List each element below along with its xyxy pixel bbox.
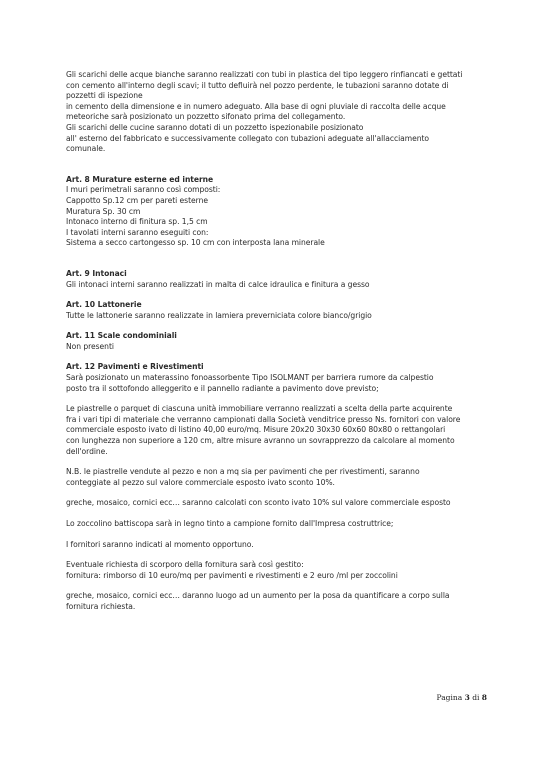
page-sep: di: [472, 693, 480, 702]
spacer: [66, 321, 494, 331]
section-heading: Art. 12 Pavimenti e Rivestimenti: [66, 362, 204, 372]
text-line: posto tra il sottofondo alleggerito e il pannello radiante a pavimento dove previsto;: [66, 383, 379, 393]
section-heading: Art. 8 Murature esterne ed interne: [66, 174, 214, 184]
text-line: Cappotto Sp.12 cm per pareti esterne: [66, 195, 208, 205]
paragraph: [66, 342, 494, 353]
paragraph: [66, 560, 494, 581]
text-line: fornitura richiesta.: [66, 601, 136, 611]
spacer: [66, 530, 494, 540]
text-line: Gli intonaci interni saranno realizzati in malta di calce idraulica e finitura a gesso: [66, 279, 370, 289]
text-line: pozzetti di ispezione: [66, 91, 143, 101]
text-line: N.B. le piastrelle vendute al pezzo e non a mq sia per pavimenti che per rivestimenti, saranno: [66, 467, 420, 477]
text-line: fra i vari tipi di materiale che verranno campionati dalla Società venditrice presso Ns. fornitori con valore: [66, 414, 461, 424]
spacer: [66, 488, 494, 498]
paragraph: [66, 467, 494, 488]
page-current: 3: [464, 693, 470, 702]
section-heading: Art. 10 Lattonerie: [66, 300, 142, 310]
text-line: I tavolati interni saranno eseguiti con:: [66, 227, 209, 237]
text-line: con lunghezza non superiore a 120 cm, altre misure avranno un sovrapprezzo da calcolare al momento: [66, 436, 455, 446]
page-label: Pagina: [436, 693, 463, 702]
text-line: greche, mosaico, cornici ecc… daranno luogo ad un aumento per la posa da quantificare a corpo sulla: [66, 591, 450, 601]
spacer: [66, 352, 494, 362]
paragraph: [66, 519, 494, 530]
section-heading: Art. 11 Scale condominiali: [66, 331, 177, 341]
paragraph: [66, 498, 494, 509]
spacer: [66, 290, 494, 300]
spacer: [66, 457, 494, 467]
text-line: con cemento all'interno degli scavi; il tutto defluirà nel pozzo perdente, le tubazioni saranno dotate di: [66, 80, 449, 90]
page-number: [437, 693, 488, 702]
text-line: I muri perimetrali saranno così composti:: [66, 185, 221, 195]
text-line: Gli scarichi delle acque bianche saranno realizzati con tubi in plastica del tipo leggero rinfiancati e gettati: [66, 70, 463, 79]
spacer: [66, 509, 494, 519]
paragraph: [66, 540, 494, 551]
paragraph: [66, 311, 494, 322]
paragraph: [66, 185, 494, 249]
text-line: Tutte le lattonerie saranno realizzate in lamiera preverniciata colore bianco/grigio: [66, 310, 372, 320]
paragraph: [66, 404, 494, 457]
text-line: Eventuale richiesta di scorporo della fornitura sarà così gestito:: [66, 560, 304, 570]
document-body: [66, 70, 494, 613]
text-line: Lo zoccolino battiscopa sarà in legno tinto a campione fornito dall'Impresa costruttrice;: [66, 519, 394, 528]
text-line: I fornitori saranno indicati al momento opportuno.: [66, 539, 254, 549]
spacer: [66, 155, 494, 175]
text-line: Non presenti: [66, 341, 114, 351]
spacer: [66, 550, 494, 560]
text-line: in cemento della dimensione e in numero adeguato. Alla base di ogni pluviale di raccolta delle acque: [66, 101, 446, 111]
page-total: 8: [481, 693, 487, 702]
spacer: [66, 581, 494, 591]
text-line: meteoriche sarà posizionato un pozzetto sifonato prima del collegamento.: [66, 112, 346, 122]
text-line: all' esterno del fabbricato e successivamente collegato con tubazioni adeguate all'allacciamento: [66, 133, 430, 143]
paragraph: [66, 373, 494, 394]
text-line: conteggiate al pezzo sul valore commerciale esposto ivato sconto 10%.: [66, 477, 335, 487]
paragraph: [66, 280, 494, 291]
paragraph: [66, 70, 494, 155]
text-line: Le piastrelle o parquet di ciascuna unità immobiliare verranno realizzati a scelta della parte acquirente: [66, 404, 453, 414]
text-line: dell'ordine.: [66, 446, 108, 456]
text-line: Sistema a secco cartongesso sp. 10 cm con interposta lana minerale: [66, 238, 325, 248]
text-line: Sarà posizionato un materassino fonoassorbente Tipo ISOLMANT per barriera rumore da calpestio: [66, 373, 434, 383]
paragraph: [66, 591, 494, 612]
section-heading: Art. 9 Intonaci: [66, 268, 127, 278]
text-line: Intonaco interno di finitura sp. 1,5 cm: [66, 217, 208, 227]
text-line: comunale.: [66, 144, 106, 154]
text-line: commerciale esposto ivato di listino 40,00 euro/mq. Misure 20x20 30x30 60x60 80x80 o rettangolari: [66, 425, 446, 435]
text-line: greche, mosaico, cornici ecc… saranno calcolati con sconto ivato 10% sul valore commerciale esposto: [66, 498, 451, 508]
text-line: Gli scarichi delle cucine saranno dotati di un pozzetto ispezionabile posizionato: [66, 122, 364, 132]
spacer: [66, 394, 494, 404]
text-line: Muratura Sp. 30 cm: [66, 206, 141, 216]
text-line: fornitura: rimborso di 10 euro/mq per pavimenti e rivestimenti e 2 euro /ml per zoccolini: [66, 570, 398, 580]
spacer: [66, 249, 494, 269]
